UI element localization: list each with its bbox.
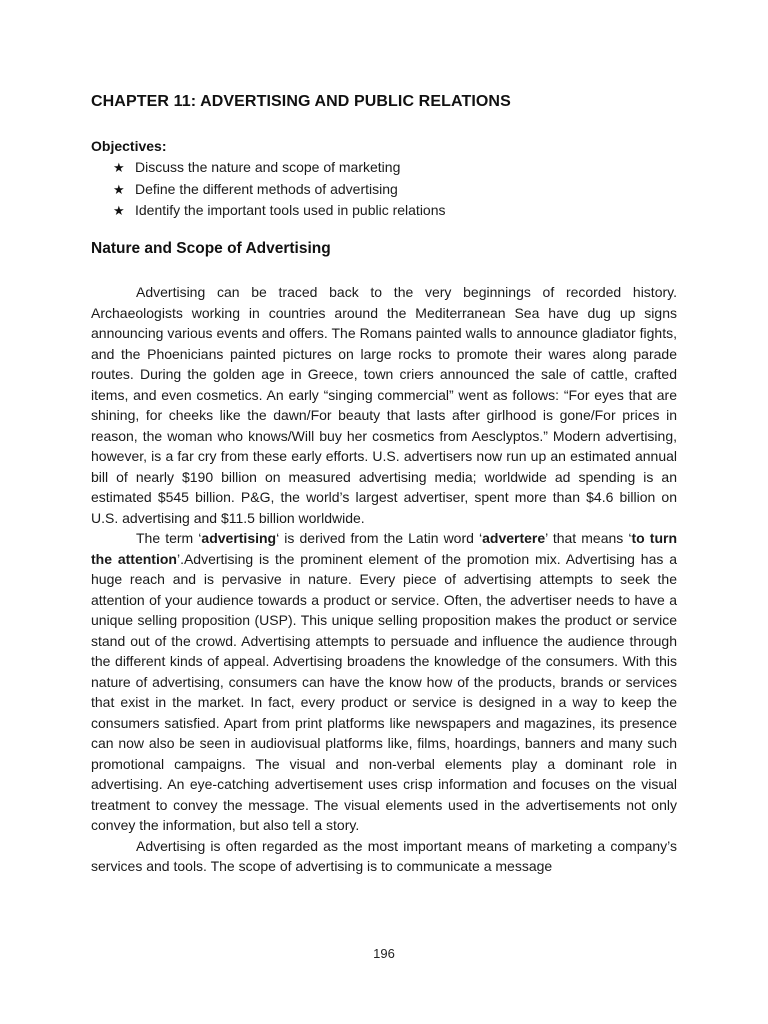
objective-item bbox=[113, 179, 446, 201]
chapter-title: CHAPTER 11: ADVERTISING AND PUBLIC RELATIONS bbox=[91, 93, 511, 110]
star-icon: ★ bbox=[113, 203, 125, 219]
section-heading: Nature and Scope of Advertising bbox=[91, 240, 331, 257]
term-advertere: advertere bbox=[482, 530, 546, 546]
objective-item bbox=[113, 200, 446, 222]
star-icon: ★ bbox=[113, 160, 125, 175]
document-page bbox=[91, 0, 677, 1024]
star-icon: ★ bbox=[113, 181, 125, 197]
objective-text: Define the different methods of advertising bbox=[135, 180, 398, 197]
paragraph-2 bbox=[91, 528, 677, 836]
objective-text: Discuss the nature and scope of marketing bbox=[135, 159, 401, 175]
paragraph-2-text: The term ‘ bbox=[136, 530, 202, 546]
paragraph-2-text: ’.Advertising is the prominent element of the promotion mix. Advertising has a huge reach and is pervasive in nature. Every piece of advertising attempts to seek the attention of your audience towards a product or service. Often, the advertiser needs to have a unique selling proposition (USP). This unique selling proposition makes the product or service stand out of the crowd. Advertising attempts to persuade and influence the audience through the different kinds of appeal. Advertising broadens the knowledge of the consumers. With this nature of advertising, consumers can have the know how of the products, brands or services that exist in the market. In fact, every product or service is designed in a way to keep the consumers satisfied. Apart from print platforms like newspapers and magazines, its presence can now also be seen in audiovisual platforms like, films, hoardings, banners and many such promotional campaigns. The visual and non-verbal elements play a dominant role in advertising. An eye-catching advertisement uses crisp information and focuses on the visual treatment to convey the message. The visual elements used in the advertisements not only convey the information, but also tell a story. bbox=[91, 550, 677, 833]
paragraph-3: Advertising is often regarded as the most important means of marketing a company’s services and tools. The scope of advertising is to communicate a message bbox=[91, 837, 677, 874]
page-number: 196 bbox=[373, 946, 395, 961]
term-advertising: advertising bbox=[201, 530, 277, 546]
paragraph-2-text: ‘ is derived from the Latin word ‘ bbox=[276, 530, 483, 546]
body-text bbox=[91, 282, 677, 877]
paragraph-1: Advertising can be traced back to the very beginnings of recorded history. Archaeologists working in countries around the Mediterranean Sea have dug up signs announcing various events and offers. The Romans painted walls to announce gladiator fights, and the Phoenicians painted pictures on large rocks to promote their wares along parade routes. During the golden age in Greece, town criers announced the sale of cattle, crafted items, and even cosmetics. An early “singing commercial” went as follows: “For eyes that are shining, for cheeks like the dawn/For beauty that lasts after girlhood is gone/For prices in reason, the woman who knows/Will buy her cosmetics from Aesclyptos.” Modern advertising, however, is a far cry from these early efforts. U.S. advertisers now run up an estimated annual bill of nearly $190 billion on measured advertising media; worldwide ad spending is an estimated $545 billion. P&G, the world’s largest advertiser, spent more than $4.6 billion on U.S. advertising and $11.5 billion worldwide. bbox=[91, 284, 677, 526]
objective-text: Identify the important tools used in public relations bbox=[135, 202, 446, 219]
objectives-label: Objectives: bbox=[91, 138, 167, 154]
paragraph-2-text: ’ that means ‘ bbox=[545, 530, 632, 546]
objectives-list bbox=[113, 157, 446, 222]
term-meaning: to turn the attention bbox=[91, 530, 677, 567]
objective-item bbox=[113, 157, 446, 179]
